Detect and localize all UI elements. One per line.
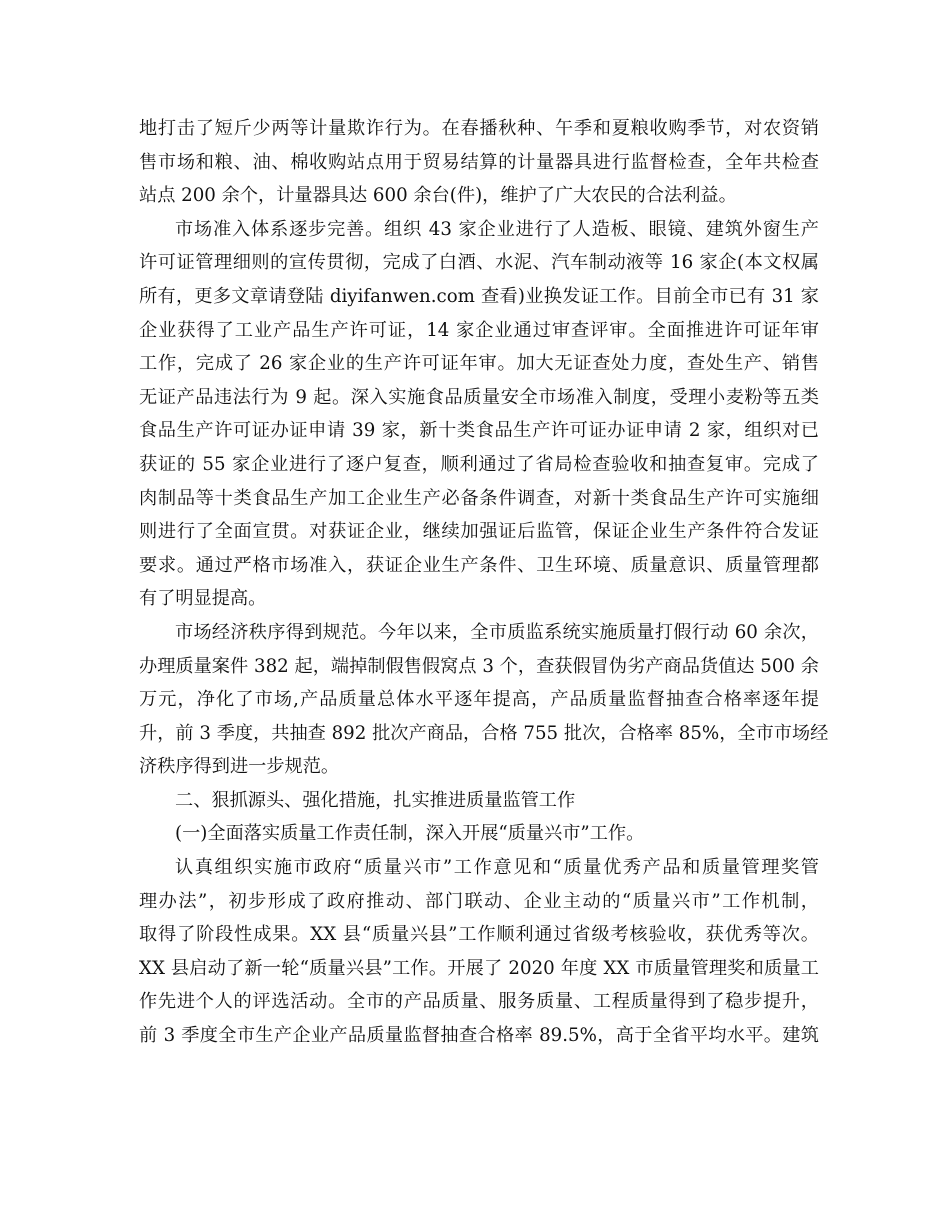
text-line: 市场准入体系逐步完善。组织 43 家企业进行了人造板、眼镜、建筑外窗生产 xyxy=(175,218,819,240)
text-line: 取得了阶段性成果。XX 县“质量兴县”工作顺利通过省级考核验收，获优秀等次。 xyxy=(139,924,819,946)
text-line: 获证的 55 家企业进行了逐户复查，顺利通过了省局检查验收和抽查复审。完成了 xyxy=(139,453,819,475)
text-line: 许可证管理细则的宣传贯彻，完成了白酒、水泥、汽车制动液等 16 家企(本文权属 xyxy=(139,252,819,274)
text-line: 作先进个人的评选活动。全市的产品质量、服务质量、工程质量得到了稳步提升， xyxy=(139,991,819,1013)
paragraph xyxy=(139,213,819,616)
text-line: 有了明显提高。 xyxy=(139,588,267,610)
paragraph xyxy=(139,817,819,851)
text-line: 所有，更多文章请登陆 diyifanwen.com 查看)业换发证工作。目前全市已有 31 家 xyxy=(139,285,819,307)
text-line: XX 县启动了新一轮“质量兴县”工作。开展了 2020 年度 XX 市质量管理奖和质量工 xyxy=(139,957,819,979)
text-line: 则进行了全面宣贯。对获证企业，继续加强证后监管，保证企业生产条件符合发证 xyxy=(139,521,819,543)
paragraph xyxy=(139,112,819,213)
paragraph xyxy=(139,851,819,1053)
text-line: 地打击了短斤少两等计量欺诈行为。在春播秋种、午季和夏粮收购季节，对农资销 xyxy=(139,118,819,139)
text-line: 认真组织实施市政府“质量兴市”工作意见和“质量优秀产品和质量管理奖管 xyxy=(175,857,819,879)
text-line: 办理质量案件 382 起，端掉制假售假窝点 3 个，查获假冒伪劣产商品货值达 500 余 xyxy=(139,655,819,677)
text-line: (一)全面落实质量工作责任制，深入开展“质量兴市”工作。 xyxy=(175,823,645,845)
text-line: 前 3 季度全市生产企业产品质量监督抽查合格率 89.5%，高于全省平均水平。建筑 xyxy=(139,1025,819,1047)
text-line: 二、狠抓源头、强化措施，扎实推进质量监管工作 xyxy=(175,789,576,811)
text-line: 万元，净化了市场,产品质量总体水平逐年提高，产品质量监督抽查合格率逐年提 xyxy=(139,689,819,711)
text-line: 售市场和粮、油、棉收购站点用于贸易结算的计量器具进行监督检查，全年共检查 xyxy=(139,151,819,173)
text-line: 要求。通过严格市场准入，获证企业生产条件、卫生环境、质量意识、质量管理都 xyxy=(139,554,819,576)
text-line: 理办法”，初步形成了政府推动、部门联动、企业主动的“质量兴市”工作机制， xyxy=(139,890,819,912)
text-line: 济秩序得到进一步规范。 xyxy=(139,756,340,778)
paragraph xyxy=(139,616,829,784)
text-line: 升，前 3 季度，共抽查 892 批次产商品，合格 755 批次，合格率 85%，全市市场经 xyxy=(139,722,829,744)
text-line: 食品生产许可证办证申请 39 家，新十类食品生产许可证办证申请 2 家，组织对已 xyxy=(139,420,819,442)
text-line: 站点 200 余个，计量器具达 600 余台(件)，维护了广大农民的合法利益。 xyxy=(139,185,737,207)
paragraph xyxy=(139,784,819,818)
text-line: 工作，完成了 26 家企业的生产许可证年审。加大无证查处力度，查处生产、销售 xyxy=(139,353,819,375)
text-line: 市场经济秩序得到规范。今年以来，全市质监系统实施质量打假行动 60 余次， xyxy=(175,621,819,643)
text-line: 肉制品等十类食品生产加工企业生产必备条件调查，对新十类食品生产许可实施细 xyxy=(139,487,819,509)
text-line: 企业获得了工业产品生产许可证，14 家企业通过审查评审。全面推进许可证年审 xyxy=(139,319,819,341)
text-line: 无证产品违法行为 9 起。深入实施食品质量安全市场准入制度，受理小麦粉等五类 xyxy=(139,386,819,408)
document-page xyxy=(139,112,829,1053)
